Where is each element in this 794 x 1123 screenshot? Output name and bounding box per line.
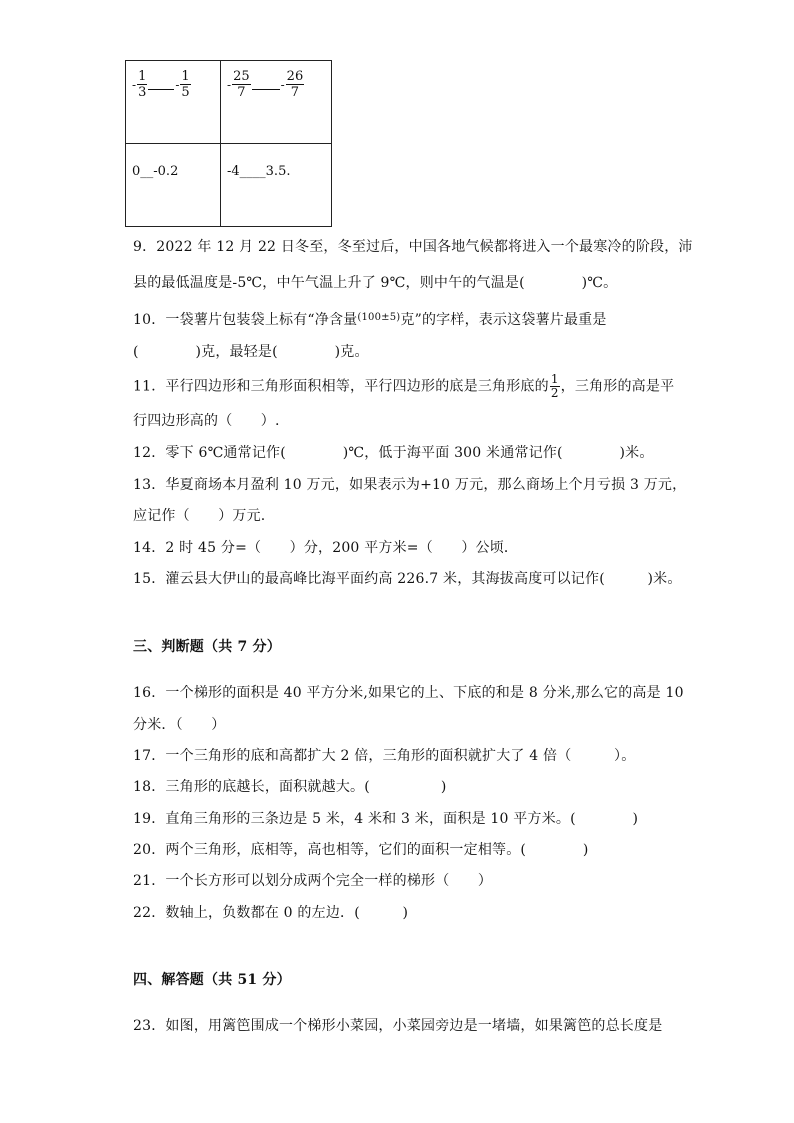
question-10-line2: ( )克，最轻是( )克。 — [133, 344, 369, 360]
question-13-line1: 13．华夏商场本月盈利 10 万元，如果表示为+10 万元，那么商场上个月亏损 3 万元， — [133, 477, 687, 493]
answer-blank[interactable] — [148, 89, 174, 90]
question-18: 18．三角形的底越长，面积就越大。( ) — [133, 779, 447, 795]
question-20: 20．两个三角形，底相等，高也相等，它们的面积一定相等。( ) — [133, 842, 589, 858]
minus-sign: - — [175, 77, 180, 92]
question-22: 22．数轴上，负数都在 0 的左边．( ) — [133, 905, 409, 921]
question-17: 17．一个三角形的底和高都扩大 2 倍，三角形的面积就扩大了 4 倍（ ）。 — [133, 748, 636, 764]
fraction: $\frac{25}{7}$ — [233, 69, 250, 100]
minus-sign: - — [280, 77, 285, 92]
question-21: 21．一个长方形可以划分成两个完全一样的梯形（ ） — [133, 873, 493, 889]
question-9-line1: 9．2022 年 12 月 22 日冬至，冬至过后，中国各地气候都将进入一个最寒冷的阶段，沛 — [133, 239, 693, 255]
table-cell-decimal-2 — [221, 144, 332, 227]
net-weight-range: (100±5) — [357, 312, 401, 323]
question-15: 15．灌云县大伊山的最高峰比海平面约高 226.7 米，其海拔高度可以记作( )米。 — [133, 571, 682, 587]
question-16-line1: 16．一个梯形的面积是 40 平方分米,如果它的上、下底的和是 8 分米,那么它的高是 10 — [133, 685, 684, 701]
minus-sign: - — [227, 77, 232, 92]
question-19: 19．直角三角形的三条边是 5 米，4 米和 3 米，面积是 10 平方米。( ) — [133, 811, 639, 827]
question-11-line1: 11．平行四边形和三角形面积相等，平行四边形的底是三角形底的 $\frac{1}{2}$ ，三角形的高是平 — [133, 372, 675, 400]
comparison-table — [125, 60, 332, 227]
question-12: 12．零下 6℃通常记作( )℃，低于海平面 300 米通常记作( )米。 — [133, 445, 654, 461]
minus-sign: - — [132, 77, 137, 92]
section-heading-judgment: 三、判断题（共 7 分） — [133, 639, 281, 655]
fraction: $\frac{1}{5}$ — [181, 69, 190, 100]
comparison-text: 0__-0.2 — [132, 164, 179, 179]
table-cell-decimal-1 — [126, 144, 221, 227]
question-14: 14．2 时 45 分=（ ）分，200 平方米=（ ）公顷． — [133, 540, 519, 556]
question-9-line2: 县的最低温度是-5℃，中午气温上升了 9℃，则中午的气温是( )℃。 — [133, 275, 618, 291]
fraction: $\frac{26}{7}$ — [286, 69, 304, 100]
section-heading-solutions: 四、解答题（共 51 分） — [133, 972, 291, 988]
question-13-line2: 应记作（ ）万元. — [133, 508, 266, 524]
question-10-line1: 10．一袋薯片包装袋上标有“净含量$^{(100\pm 5)}$克”的字样，表示这袋薯片最重是 — [133, 312, 607, 328]
table-cell-fractions-2 — [221, 61, 332, 144]
fraction: $\frac{1}{3}$ — [138, 69, 147, 100]
question-23-line1: 23．如图，用篱笆围成一个梯形小菜园，小菜园旁边是一堵墙，如果篱笆的总长度是 — [133, 1018, 663, 1034]
comparison-text: -4____3.5. — [227, 164, 291, 179]
question-11-line2: 行四边形高的（ ）. — [133, 413, 280, 429]
fraction: $\frac{1}{2}$ — [550, 372, 559, 400]
question-16-line2: 分米．（ ） — [133, 717, 226, 733]
answer-blank[interactable] — [252, 89, 280, 90]
table-cell-fractions-1 — [126, 61, 221, 144]
